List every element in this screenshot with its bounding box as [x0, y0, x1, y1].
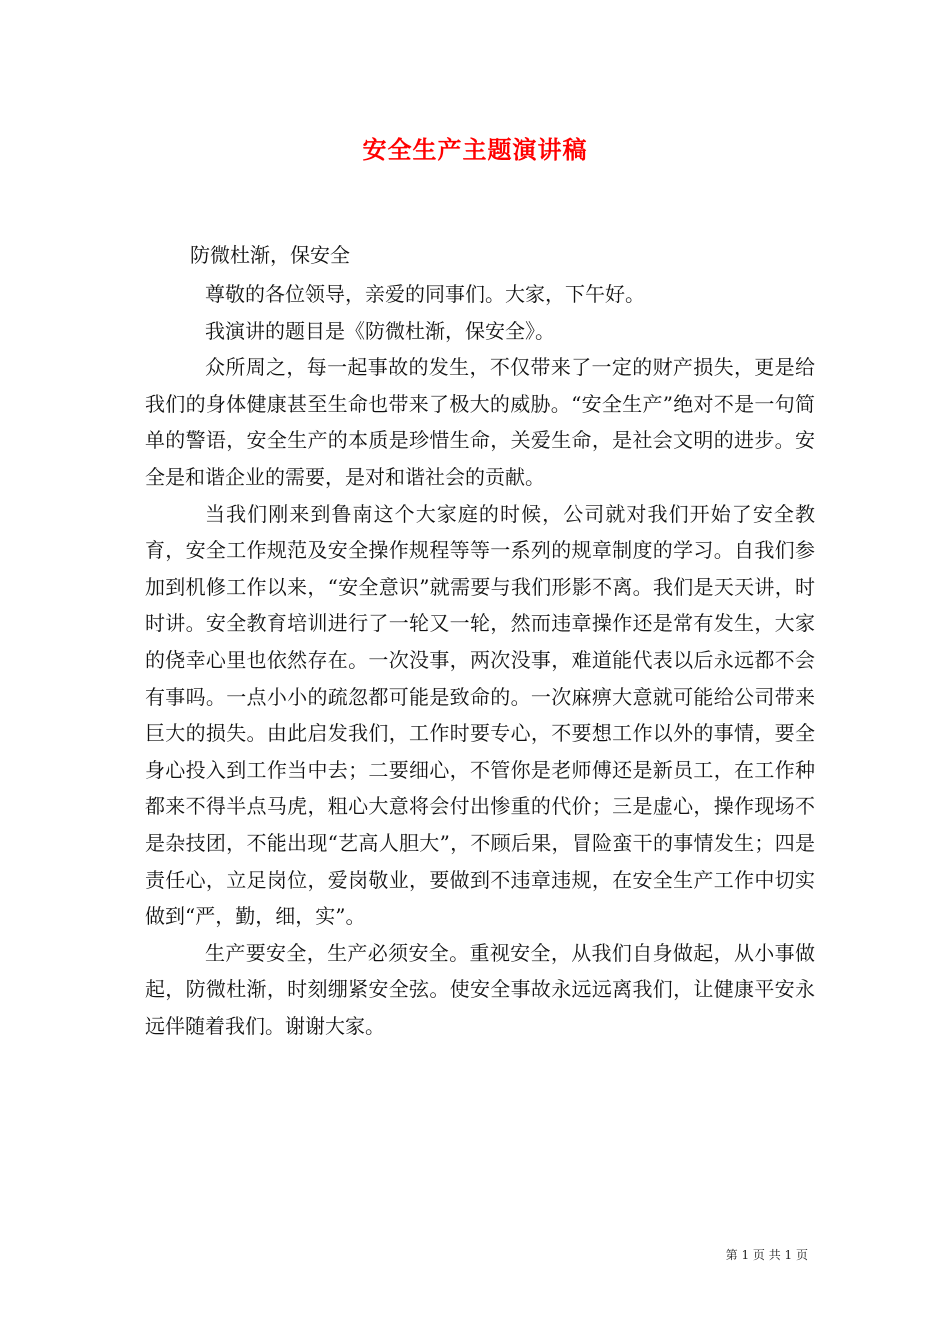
document-body	[145, 276, 815, 1044]
document-title: 安全生产主题演讲稿	[362, 135, 588, 164]
page-number-footer: 第 1 页 共 1 页	[725, 1248, 808, 1262]
paragraph-greeting: 尊敬的各位领导，亲爱的同事们。大家，下午好。	[205, 282, 645, 306]
speech-subtitle: 防微杜渐，保安全	[190, 243, 350, 267]
paragraph-closing: 生产要安全，生产必须安全。重视安全，从我们自身做起，从小事做起，防微杜渐，时刻绷紧安全弦。使安全事故永远远离我们，让健康平安永远伴随着我们。谢谢大家。	[145, 940, 815, 1038]
paragraph-intro: 众所周之，每一起事故的发生，不仅带来了一定的财产损失，更是给我们的身体健康甚至生命也带来了极大的威胁。“安全生产”绝对不是一句简单的警语，安全生产的本质是珍惜生命，关爱生命，是社会文明的进步。安全是和谐企业的需要，是对和谐社会的贡献。	[145, 355, 815, 489]
paragraph-topic: 我演讲的题目是《防微杜渐，保安全》。	[205, 318, 555, 343]
paragraph-main: 当我们刚来到鲁南这个大家庭的时候，公司就对我们开始了安全教育，安全工作规范及安全操作规程等等一系列的规章制度的学习。自我们参加到机修工作以来，“安全意识”就需要与我们形影不离。我们是天天讲，时时讲。安全教育培训进行了一轮又一轮，然而违章操作还是常有发生，大家的侥幸心里也依然存在。一次没事，两次没事，难道能代表以后永远都不会有事吗。一点小小的疏忽都可能是致命的。一次麻痹大意就可能给公司带来巨大的损失。由此启发我们，工作时要专心，不要想工作以外的事情，要全身心投入到工作当中去；二要细心，不管你是老师傅还是新员工，在工作种都来不得半点马虎，粗心大意将会付出惨重的代价；三是虚心，操作现场不是杂技团，不能出现“艺高人胆大”，不顾后果，冒险蛮干的事情发生；四是责任心，立足岗位，爱岗敬业，要做到不违章违规，在安全生产工作中切实做到“严，勤，细，实”。	[145, 501, 815, 929]
